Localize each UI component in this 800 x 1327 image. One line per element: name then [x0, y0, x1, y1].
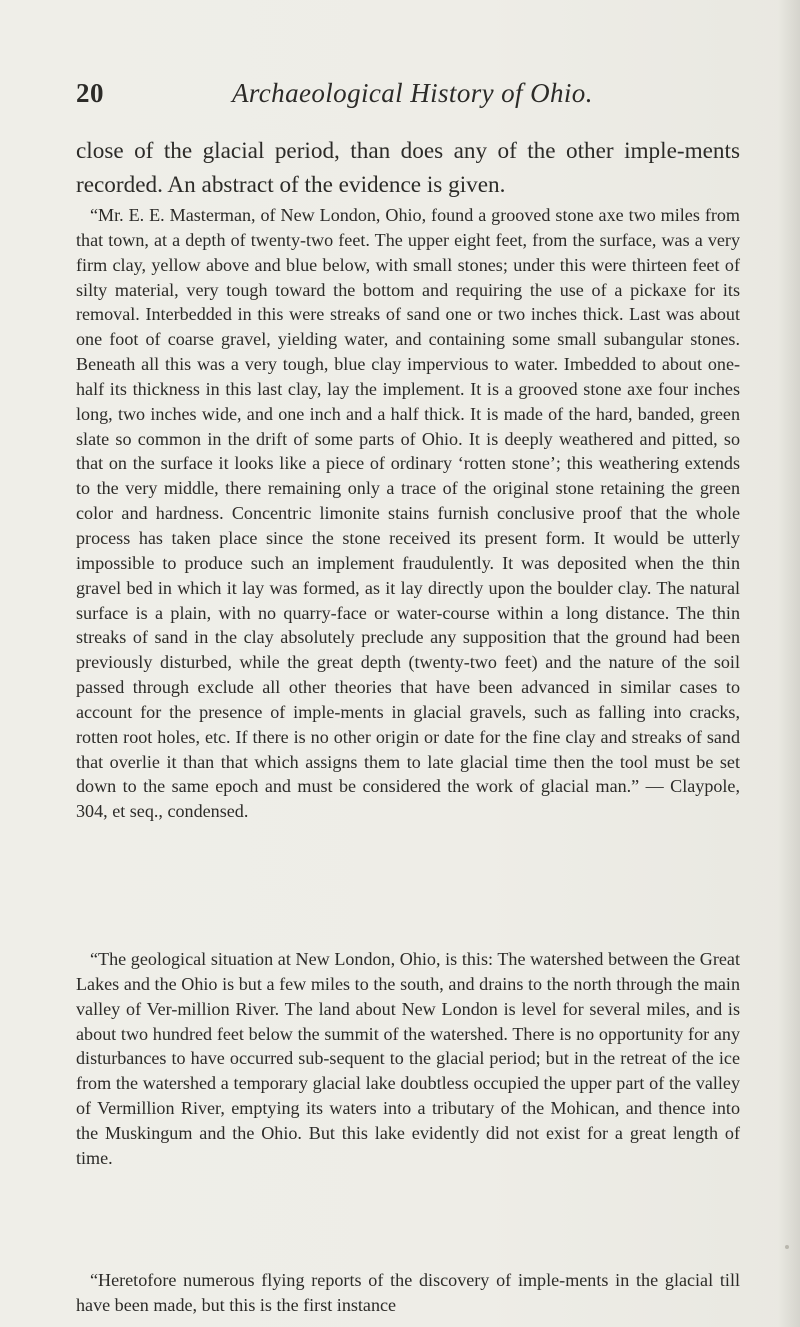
lead-paragraph: close of the glacial period, than does any of the other imple-ments recorded. An abstract of the evidence is given.: [76, 138, 740, 198]
quoted-paragraph-masterman: “Mr. E. E. Masterman, of New London, Ohio, found a grooved stone axe two miles from that town, at a depth of twenty-two feet. The upper eight feet, from the surface, was a very firm clay, yellow above and blue below, with small stones; under this were thirteen feet of silty material, very tough toward the bottom and requiring the use of a pickaxe for its removal. Interbedded in this were streaks of sand one or two inches thick. Last was about one foot of coarse gravel, yielding water, and containing some small subangular stones. Beneath all this was a very tough, blue clay impervious to water. Imbedded to about one-half its thickness in this last clay, lay the implement. It is a grooved stone axe four inches long, two inches wide, and one inch and a half thick. It is made of the hard, banded, green slate so common in the drift of some parts of Ohio. It is deeply weathered and pitted, so that on the surface it looks like a piece of ordinary ‘rotten stone’; this weathering extends to the very middle, there remaining only a trace of the original stone retaining the green color and hardness. Concentric limonite stains furnish conclusive proof that the whole process has taken place since the stone received its present form. It would be utterly impossible to produce such an implement fraudulently. It was deposited when the thin gravel bed in which it lay was formed, as it lay directly upon the boulder clay. The natural surface is a plain, with no quarry-face or water-course within a long distance. The thin streaks of sand in the clay absolutely preclude any supposition that the ground had been previously disturbed, while the great depth (twenty-two feet) and the nature of the soil passed through exclude all other theories that have been advanced in similar cases to account for the presence of imple-ments in glacial gravels, such as falling into cracks, rotten root holes, etc. If there is no other origin or date for the fine clay and streaks of sand that overlie it than that which assigns them to late glacial time then the tool must be set down to the same epoch and must be considered the work of glacial man.” — Claypole, 304, et seq., condensed.: [76, 205, 740, 822]
page-edge-shadow: [778, 0, 800, 1327]
quoted-paragraph-heretofore: “Heretofore numerous flying reports of the discovery of imple-ments in the glacial till have been made, but this is the first instance: [76, 1270, 740, 1315]
running-head: [76, 78, 736, 118]
paper-speck: [785, 1245, 789, 1249]
running-title: Archaeological History of Ohio.: [232, 78, 593, 108]
page-number: 20: [76, 78, 104, 108]
quoted-paragraph-geology: “The geological situation at New London, Ohio, is this: The watershed between the Great Lakes and the Ohio is but a few miles to the south, and drains to the north through the main valley of Ver-million River. The land about New London is level for several miles, and is about two hundred feet below the summit of the watershed. There is no opportunity for any disturbances to have occurred sub-sequent to the glacial period; but in the retreat of the ice from the watershed a temporary glacial lake doubtless occupied the upper part of the valley of Vermillion River, emptying its waters into a tributary of the Mohican, and thence into the Muskingum and the Ohio. But this lake evidently did not exist for a great length of time.: [76, 949, 740, 1168]
